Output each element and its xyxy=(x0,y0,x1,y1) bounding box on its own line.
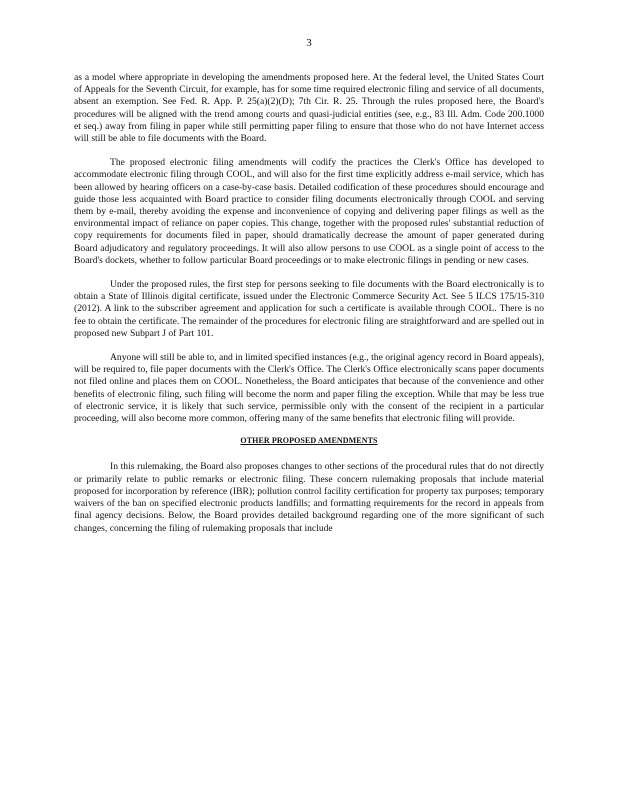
paragraph-other-amendments: In this rulemaking, the Board also proposes changes to other sections of the procedural rules that do not directly or primarily relate to public remarks or electronic filing. These concern rulemaking proposals that include material proposed for incorporation by reference (IBR); pollution control facility certification for property tax purposes; temporary waivers of the ban on specified electronic products landfills; and formatting requirements for the record in appeals from final agency decisions. Below, the Board provides detailed background regarding one of the more significant of such changes, concerning the filing of rulemaking proposals that include xyxy=(74,461,544,534)
section-heading: OTHER PROPOSED AMENDMENTS xyxy=(240,436,378,446)
paragraph-paper-filing: Anyone will still be able to, and in limited specified instances (e.g., the original agency record in Board appeals), will be required to, file paper documents with the Clerk's Office. The Clerk's Office electronically scans paper documents not filed online and places them on COOL. Nonetheless, the Board anticipates that because of the convenience and other benefits of electronic filing, such filing will become the norm and paper filing the exception. While that may be less true of electronic service, it is likely that such service, permissible only with the consent of the recipient in a particular proceeding, will also become more common, offering many of the same benefits that electronic filing will provide. xyxy=(74,352,544,425)
document-body xyxy=(74,72,544,535)
paragraph-continued: as a model where appropriate in developing the amendments proposed here. At the federal level, the United States Court of Appeals for the Seventh Circuit, for example, has for some time required electronic filing and service of all documents, absent an exemption. See Fed. R. App. P. 25(a)(2)(D); 7th Cir. R. 25. Through the rules proposed here, the Board's procedures will be aligned with the trend among courts and quasi-judicial entities (see, e.g., 83 Ill. Adm. Code 200.1000 et seq.) away from filing in paper while still permitting paper filing to ensure that those who do not have Internet access will still be able to file documents with the Board. xyxy=(74,72,544,145)
page-number: 3 xyxy=(306,37,312,49)
paragraph-electronic-filing: The proposed electronic filing amendments will codify the practices the Clerk's Office has developed to accommodate electronic filing through COOL, and will also for the first time explicitly address e-mail service, which has been allowed by hearing officers on a case-by-case basis. Detailed codification of these procedures should encourage and guide those less acquainted with Board practice to consider filing documents electronically through COOL and serving them by e-mail, thereby avoiding the expense and inconvenience of copying and delivering paper filings as well as the environmental impact of reliance on paper copies. This change, together with the proposed rules' substantial reduction of copy requirements for documents filed in paper, should dramatically decrease the amount of paper generated during Board adjudicatory and regulatory proceedings. It will also allow persons to use COOL as a single point of access to the Board's dockets, whether to follow particular Board proceedings or to make electronic filings in pending or new cases. xyxy=(74,157,544,266)
paragraph-digital-certificate: Under the proposed rules, the first step for persons seeking to file documents with the Board electronically is to obtain a State of Illinois digital certificate, issued under the Electronic Commerce Security Act. See 5 ILCS 175/15-310 (2012). A link to the subscriber agreement and application for such a certificate is available through COOL. There is no fee to obtain the certificate. The remainder of the procedures for electronic filing are straightforward and are spelled out in proposed new Subpart J of Part 101. xyxy=(74,279,544,339)
